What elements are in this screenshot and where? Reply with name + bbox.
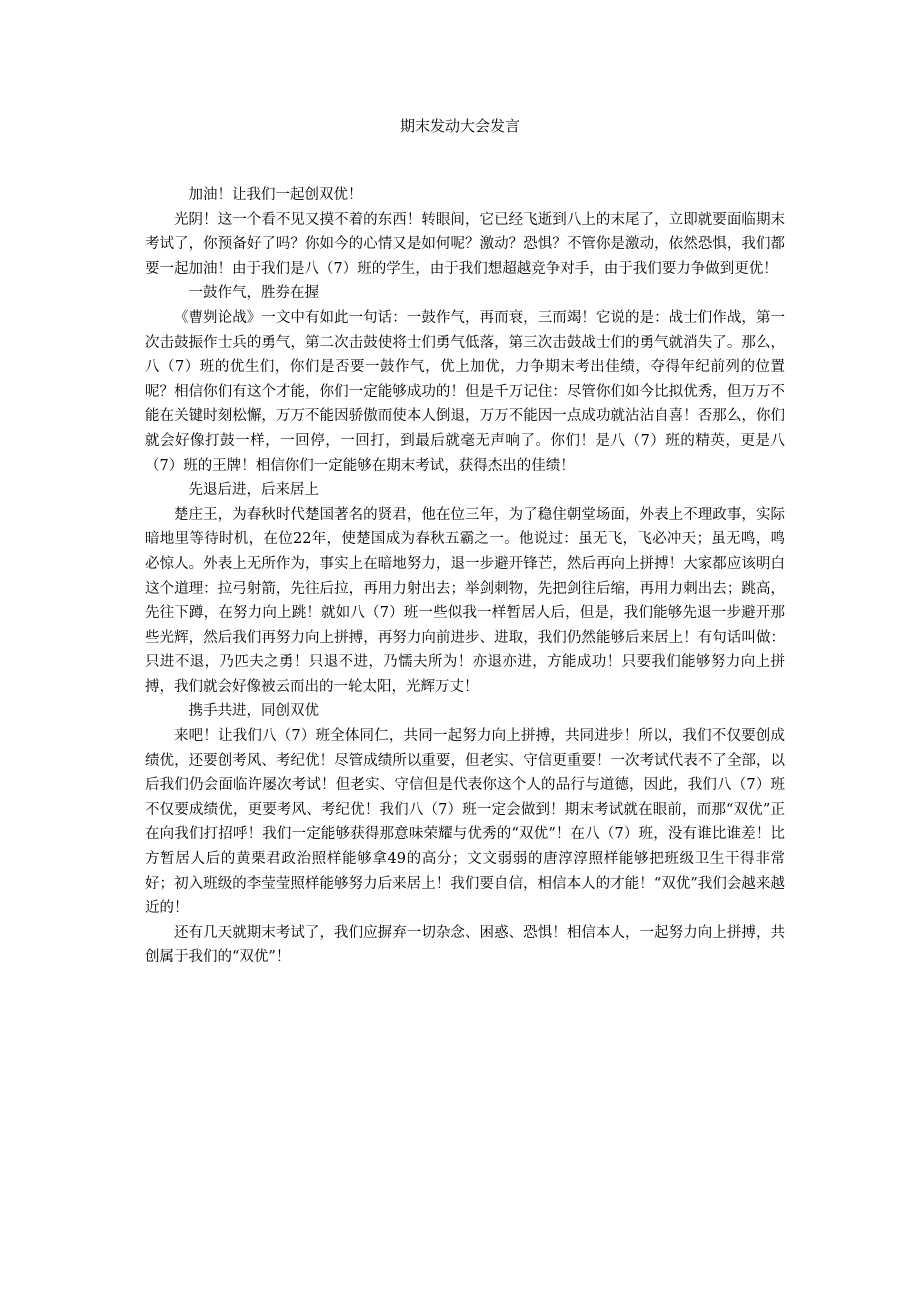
section-heading: 携手共进，同创双优 [188,703,319,720]
document-title: 期末发动大会发言 [399,117,520,135]
closing-paragraph: 还有几天就期末考试了，我们应摒弃一切杂念、困惑、恐惧！相信本人，一起努力向上拼搏，共创属于我们的“双优”！ [145,924,785,966]
document-body [145,183,785,970]
body-paragraph: 来吧！让我们八（7）班全体同仁，共同一起努力向上拼搏，共同进步！所以，我们不仅要创成绩优，还要创考风、考纪优！尽管成绩所以重要，但老实、守信更重要！一次考试代表不了全部，以后我们仍会面临许屡次考试！但老实、守信但是代表你这个人的品行与道德，因此，我们八（7）班不仅要成绩优，更要考风、考纪优！我们八（7）班一定会做到！期末考试就在眼前，而那“双优”正在向我们打招呼！我们一定能够获得那意味荣耀与优秀的“双优”！在八（7）班，没有谁比谁差！比方暂居人后的黄栗君政治照样能够拿49的高分；文文弱弱的唐淳淳照样能够把班级卫生干得非常好；初入班级的李莹莹照样能够努力后来居上！我们要自信，相信本人的才能！“双优”我们会越来越近的！ [145,728,785,917]
section-heading: 加油！让我们一起创双优！ [188,187,363,203]
body-paragraph: 《曹刿论战》一文中有如此一句话：一鼓作气，再而衰，三而竭！它说的是：战士们作战，第一次击鼓振作士兵的勇气，第二次击鼓使将士们勇气低落，第三次击鼓战士们的勇气就消失了。那么，八（7）班的优生们，你们是否要一鼓作气，优上加优，力争期末考出佳绩，夺得年纪前列的位置呢？相信你们有这个才能，你们一定能够成功的！但是千万记住：尽管你们如今比拟优秀，但万万不能在关键时刻松懈，万万不能因骄傲而使本人倒退，万万不能因一点成功就沾沾自喜！否那么，你们就会好像打鼓一样，一回停，一回打，到最后就毫无声响了。你们！是八（7）班的精英，更是八（7）班的王牌！相信你们一定能够在期末考试，获得杰出的佳绩！ [145,309,785,474]
section-heading: 一鼓作气，胜券在握 [188,285,319,302]
body-paragraph: 楚庄王，为春秋时代楚国著名的贤君，他在位三年，为了稳住朝堂场面，外表上不理政事，实际暗地里等待时机，在位22年，使楚国成为春秋五霸之一。他说过：虽无飞，飞必冲天；虽无鸣，鸣必惊人。外表上无所作为，事实上在暗地努力，退一步避开锋芒，然后再向上拼搏！大家都应该明白这个道理：拉弓射箭，先往后拉，再用力射出去；举剑刺物，先把剑往后缩，再用力刺出去；跳高，先往下蹲，在努力向上跳！就如八（7）班一些似我一样暂居人后，但是，我们能够先退一步避开那些光辉，然后我们再努力向上拼搏，再努力向前进步、进取，我们仍然能够后来居上！有句话叫做：只进不退，乃匹夫之勇！只退不进，乃懦夫所为！亦退亦进，方能成功！只要我们能够努力向上拼搏，我们就会好像被云而出的一轮太阳，光辉万丈！ [145,506,785,695]
section-heading: 先退后进，后来居上 [188,482,319,499]
body-paragraph: 光阴！这一个看不见又摸不着的东西！转眼间，它已经飞逝到八上的末尾了，立即就要面临期末考试了，你预备好了吗？你如今的心情又是如何呢？激动？恐惧？不管你是激动，依然恐惧，我们都要一起加油！由于我们是八（7）班的学生，由于我们想超越竞争对手，由于我们要力争做到更优！ [145,211,785,277]
